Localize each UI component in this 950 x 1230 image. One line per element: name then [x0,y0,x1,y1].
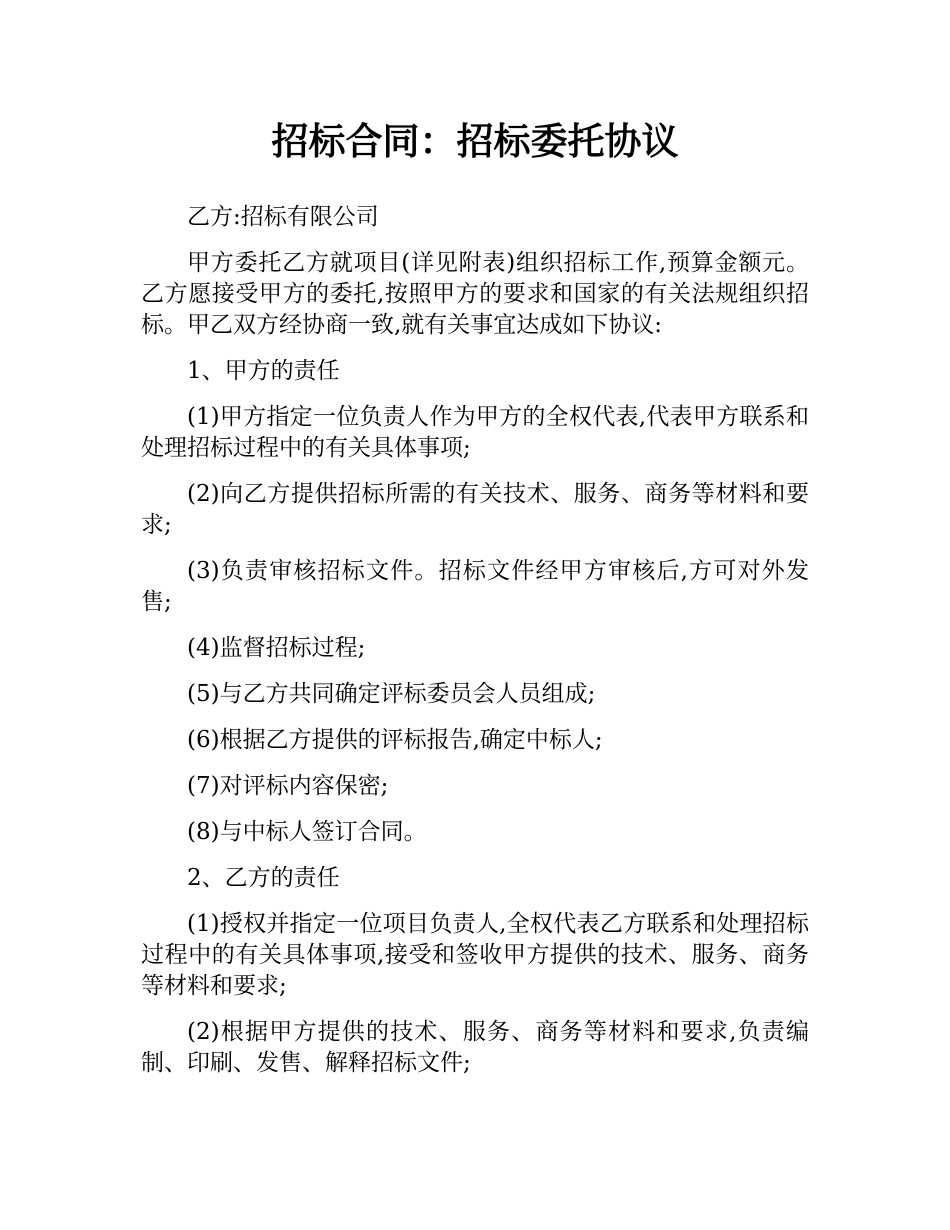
clause-a-1: (1)甲方指定一位负责人作为甲方的全权代表,代表甲方联系和处理招标过程中的有关具体事项; [141,404,809,461]
clause-a-7: (7)对评标内容保密; [187,773,389,799]
clause-b-1: (1)授权并指定一位项目负责人,全权代表乙方联系和处理招标过程中的有关具体事项,接受和签收甲方提供的技术、服务、商务等材料和要求; [141,911,809,999]
document-body [141,202,809,1094]
party-b-line: 乙方:招标有限公司 [187,204,379,230]
preamble-paragraph: 甲方委托乙方就项目(详见附表)组织招标工作,预算金额元。乙方愿接受甲方的委托,按照甲方的要求和国家的有关法规组织招标。甲乙双方经协商一致,就有关事宜达成如下协议: [141,250,809,338]
section-heading-party-a: 1、甲方的责任 [187,358,340,384]
clause-a-2: (2)向乙方提供招标所需的有关技术、服务、商务等材料和要求; [141,481,809,538]
clause-a-4: (4)监督招标过程; [187,635,366,661]
document-title: 招标合同：招标委托协议 [271,120,679,163]
clause-a-3: (3)负责审核招标文件。招标文件经甲方审核后,方可对外发售; [141,558,809,615]
section-heading-party-b: 2、乙方的责任 [187,865,340,891]
clause-a-5: (5)与乙方共同确定评标委员会人员组成; [187,681,596,707]
clause-a-8: (8)与中标人签订合同。 [187,819,427,845]
clause-a-6: (6)根据乙方提供的评标报告,确定中标人; [187,727,603,753]
clause-b-2: (2)根据甲方提供的技术、服务、商务等材料和要求,负责编制、印刷、发售、解释招标文件; [141,1019,809,1076]
